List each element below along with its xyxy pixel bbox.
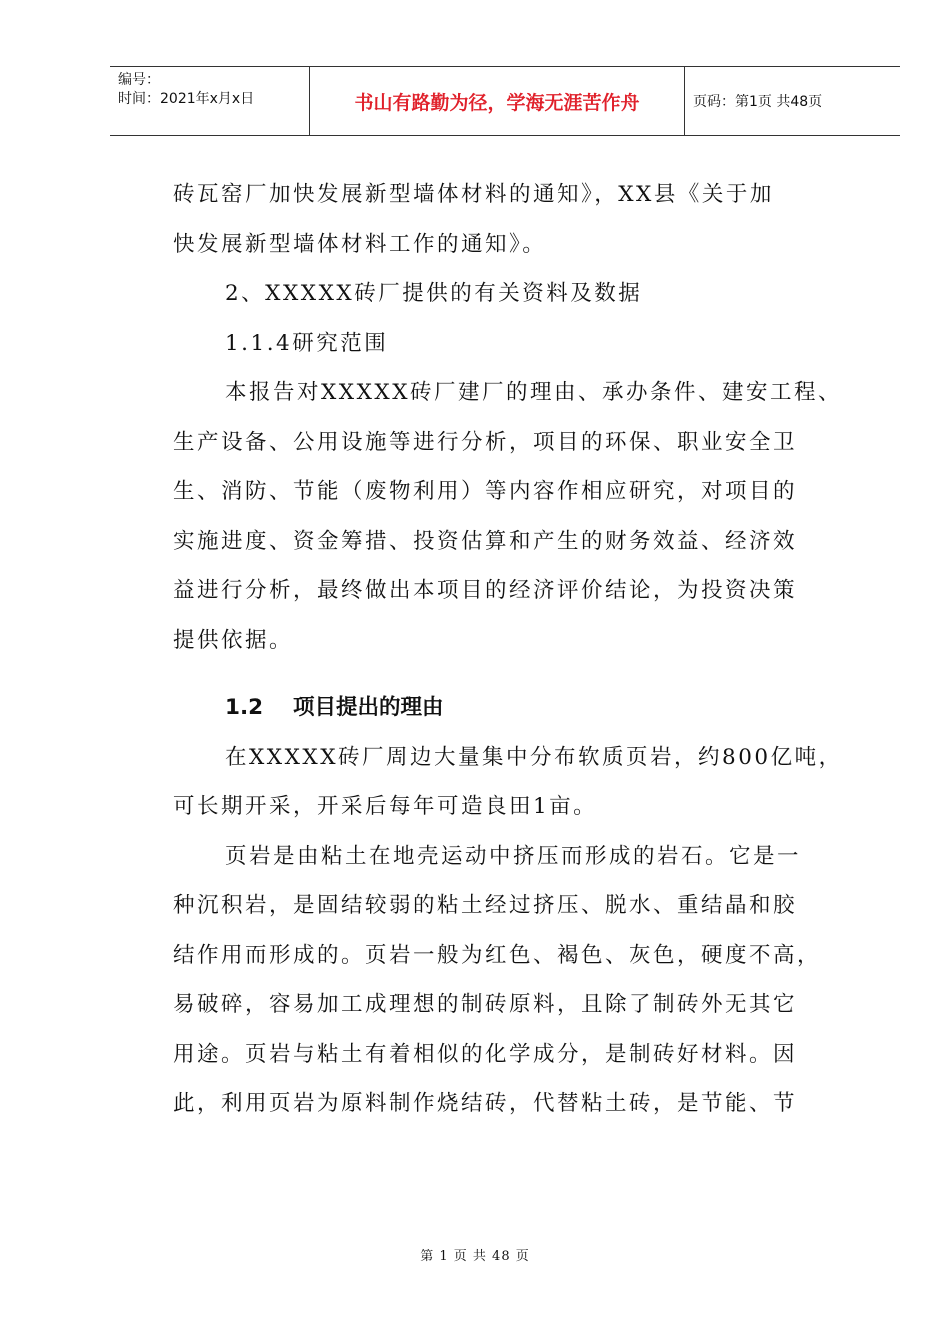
page-header [110,66,900,136]
body-line: 在XXXXX砖厂周边大量集中分布软质页岩，约800亿吨， [225,744,843,770]
body-line: 此，利用页岩为原料制作烧结砖，代替粘土砖，是节能、节 [173,1091,798,1116]
body-line: 生、消防、节能（废物利用）等内容作相应研究，对项目的 [173,479,798,504]
body-line: 易破碎，容易加工成理想的制砖原料，且除了制砖外无其它 [173,992,798,1017]
body-line: 益进行分析，最终做出本项目的经济评价结论，为投资决策 [173,578,798,603]
header-meta-cell [110,67,310,135]
body-line: 种沉积岩，是固结较弱的粘土经过挤压、脱水、重结晶和胶 [173,893,798,918]
body-line: 本报告对XXXXX砖厂建厂的理由、承办条件、建安工程、 [225,380,843,405]
section-title: 项目提出的理由 [293,695,444,720]
body-line: 砖瓦窑厂加快发展新型墙体材料的通知》，XX县《关于加 [173,182,774,207]
body-line: 生产设备、公用设施等进行分析，项目的环保、职业安全卫 [173,429,798,455]
document-number-label: 编号： [118,72,160,88]
body-line: 实施进度、资金筹措、投资估算和产生的财务效益、经济效 [173,528,798,554]
section-heading [173,683,863,733]
subsection-title: 1.1.4研究范围 [225,330,389,356]
body-line: 用途。页岩与粘土有着相似的化学成分，是制砖好材料。因 [173,1041,798,1067]
page-footer: 第 1 页 共 48 页 [420,1249,530,1264]
document-time-label: 时间：2021年x月x日 [118,91,255,107]
body-line: 结作用而形成的。页岩一般为红色、褐色、灰色，硬度不高， [173,942,822,968]
body-line: 2、XXXXX砖厂提供的有关资料及数据 [225,281,643,306]
body-line: 可长期开采，开采后每年可造良田1亩。 [173,794,598,819]
header-motto: 书山有路勤为径，学海无涯苦作舟 [310,67,685,135]
body-line: 快发展新型墙体材料工作的通知》。 [173,231,547,257]
body-line: 提供依据。 [173,627,294,653]
document-body [173,170,863,1129]
body-line: 页岩是由粘土在地壳运动中挤压而形成的岩石。它是一 [225,843,802,869]
header-page-info: 页码：第1页 共48页 [693,94,823,110]
section-number: 1.2 [225,695,264,720]
